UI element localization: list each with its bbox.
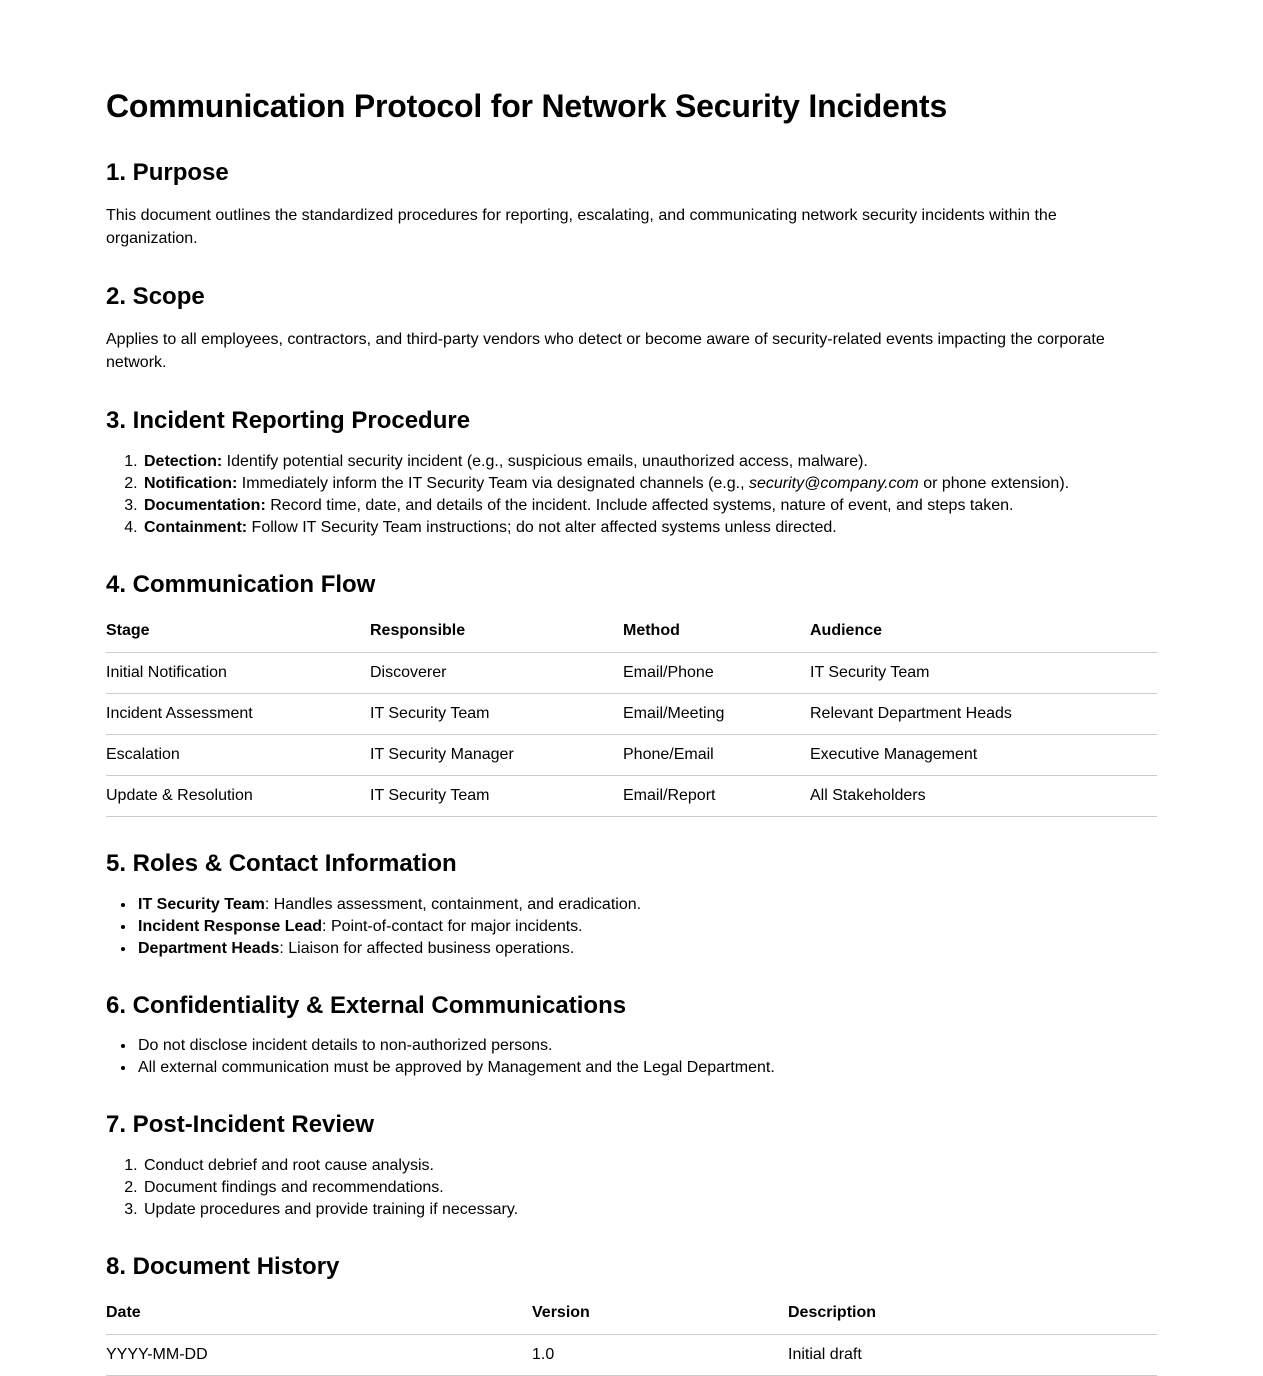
list-item: • Do not disclose incident details to non-authorized persons.	[136, 1036, 1157, 1056]
cell-description: Initial draft	[788, 1334, 1157, 1375]
list-item-text: Follow IT Security Team instructions; do not alter affected systems unless directed.	[247, 518, 837, 536]
cell-audience: IT Security Team	[810, 652, 1157, 693]
cell-stage: Escalation	[106, 734, 370, 775]
section-heading-post-incident-review: 7. Post-Incident Review	[106, 1111, 375, 1139]
section-purpose	[106, 159, 1157, 250]
list-item	[142, 518, 1157, 538]
section-heading-scope: 2. Scope	[106, 282, 205, 310]
section-heading-incident-reporting: 3. Incident Reporting Procedure	[106, 407, 471, 435]
list-item	[142, 496, 1157, 516]
section-heading-communication-flow: 4. Communication Flow	[106, 570, 376, 598]
cell-date: YYYY-MM-DD	[106, 1334, 532, 1375]
confidentiality-list	[106, 1036, 1157, 1078]
cell-responsible: IT Security Manager	[370, 734, 623, 775]
scope-paragraph: Applies to all employees, contractors, and third-party vendors who detect or become aware of security-related events impacting the corporate network.	[106, 330, 1105, 371]
section-heading-document-history: 8. Document History	[106, 1253, 340, 1281]
section-heading-roles: 5. Roles & Contact Information	[106, 849, 457, 877]
list-item-text-post: or phone extension).	[918, 474, 1070, 492]
purpose-paragraph: This document outlines the standardized procedures for reporting, escalating, and communicating network security incidents within the organization.	[106, 206, 1057, 247]
section-post-incident-review	[106, 1111, 1157, 1220]
list-item-text: Record time, date, and details of the incident. Include affected systems, nature of event, and steps taken.	[265, 496, 1014, 514]
cell-stage: Update & Resolution	[106, 775, 370, 816]
column-header-audience: Audience	[810, 621, 883, 639]
list-item-term: Detection:	[144, 452, 223, 470]
list-item	[136, 939, 1157, 959]
list-item-text: : Handles assessment, containment, and eradication.	[264, 895, 642, 913]
list-item-text: Identify potential security incident (e.g., suspicious emails, unauthorized access, malware).	[222, 452, 868, 470]
list-item-term: Incident Response Lead	[138, 917, 323, 935]
column-header-method: Method	[623, 621, 680, 639]
list-item-text: : Point-of-contact for major incidents.	[322, 917, 583, 935]
section-confidentiality	[106, 992, 1157, 1079]
section-document-history	[106, 1253, 1157, 1376]
cell-stage: Incident Assessment	[106, 693, 370, 734]
roles-list	[106, 895, 1157, 959]
cell-audience: All Stakeholders	[810, 775, 1157, 816]
section-heading-purpose: 1. Purpose	[106, 158, 229, 186]
list-item	[142, 452, 1157, 472]
cell-audience: Relevant Department Heads	[810, 693, 1157, 734]
list-item: 1. Conduct debrief and root cause analysis.	[142, 1156, 1157, 1176]
page-title: Communication Protocol for Network Security Incidents	[106, 88, 948, 124]
section-communication-flow	[106, 571, 1157, 817]
section-incident-reporting	[106, 407, 1157, 538]
cell-method: Email/Report	[623, 775, 810, 816]
document-content	[106, 88, 1157, 1376]
table-row	[106, 1334, 1157, 1375]
table-header-row	[106, 1298, 1157, 1335]
column-header-date: Date	[106, 1303, 141, 1321]
post-incident-review-list	[106, 1156, 1157, 1220]
list-item	[136, 917, 1157, 937]
list-item-text: : Liaison for affected business operations.	[279, 939, 575, 957]
document-history-table-wrapper	[106, 1298, 1157, 1376]
column-header-version: Version	[532, 1303, 590, 1321]
cell-responsible: IT Security Team	[370, 775, 623, 816]
list-item: • All external communication must be approved by Management and the Legal Department.	[136, 1058, 1157, 1078]
column-header-description: Description	[788, 1303, 877, 1321]
cell-responsible: IT Security Team	[370, 693, 623, 734]
table-row	[106, 693, 1157, 734]
list-item	[136, 895, 1157, 915]
incident-reporting-list	[106, 452, 1157, 538]
list-item-term: IT Security Team	[138, 895, 265, 913]
section-scope	[106, 283, 1157, 374]
list-item-text-pre: Immediately inform the IT Security Team via designated channels (e.g.,	[237, 474, 749, 492]
section-heading-confidentiality: 6. Confidentiality & External Communications	[106, 991, 627, 1019]
communication-flow-table	[106, 616, 1157, 817]
cell-stage: Initial Notification	[106, 652, 370, 693]
cell-method: Email/Phone	[623, 652, 810, 693]
security-email-address: security@company.com	[748, 474, 919, 492]
list-item	[142, 474, 1157, 494]
column-header-stage: Stage	[106, 621, 150, 639]
list-item-term: Documentation:	[144, 496, 266, 514]
cell-audience: Executive Management	[810, 734, 1157, 775]
list-item: 3. Update procedures and provide training if necessary.	[142, 1200, 1157, 1220]
column-header-responsible: Responsible	[370, 621, 466, 639]
cell-method: Email/Meeting	[623, 693, 810, 734]
table-row	[106, 775, 1157, 816]
table-row	[106, 734, 1157, 775]
table-row	[106, 652, 1157, 693]
communication-flow-table-wrapper	[106, 616, 1157, 817]
section-roles	[106, 850, 1157, 959]
list-item-term: Department Heads	[138, 939, 280, 957]
table-header-row	[106, 616, 1157, 653]
list-item-term: Notification:	[144, 474, 238, 492]
list-item: 2. Document findings and recommendations.	[142, 1178, 1157, 1198]
document-history-table	[106, 1298, 1157, 1376]
list-item-term: Containment:	[144, 518, 248, 536]
cell-responsible: Discoverer	[370, 652, 623, 693]
cell-method: Phone/Email	[623, 734, 810, 775]
cell-version: 1.0	[532, 1334, 788, 1375]
